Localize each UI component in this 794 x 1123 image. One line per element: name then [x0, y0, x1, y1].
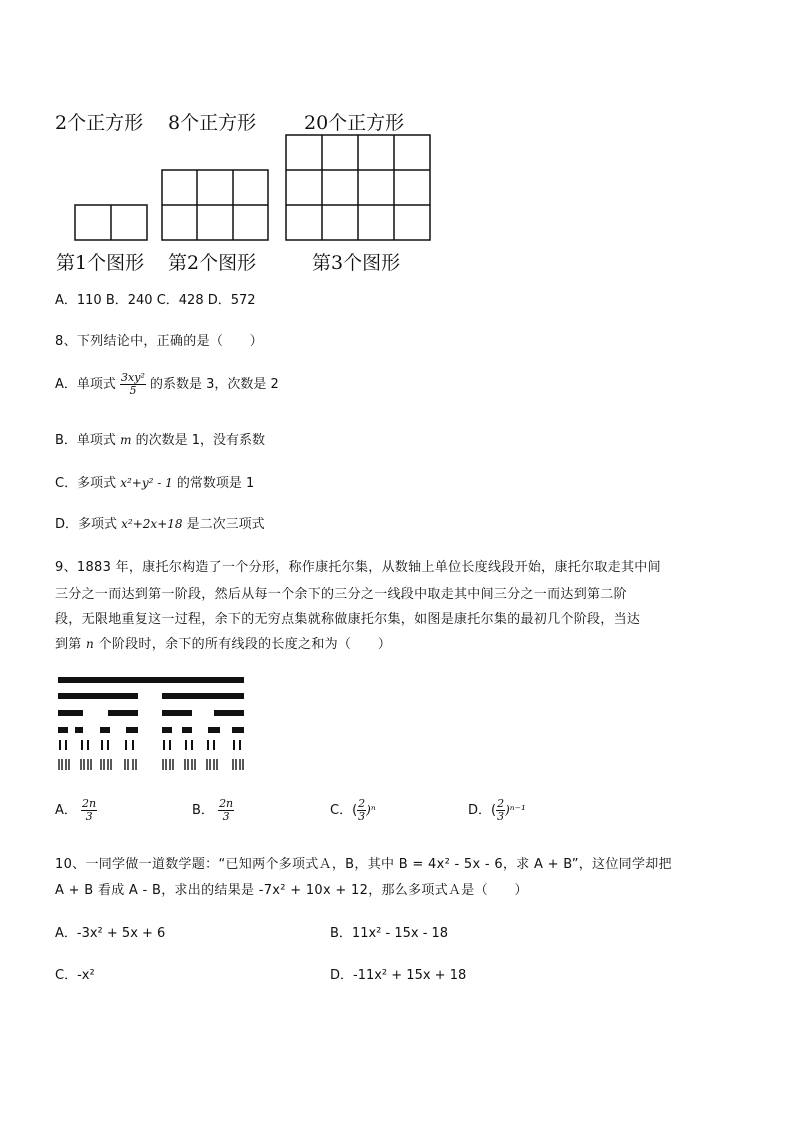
q9-a-label: A．	[55, 803, 77, 819]
q9-line4-suffix: 个阶段时，余下的所有线段的长度之和为（ ）	[98, 637, 392, 652]
q9-c-label: C．(	[330, 803, 358, 819]
q9-line4-prefix: 到第	[55, 637, 82, 652]
q9-line-3: 段，无限地重复这一过程，余下的无穷点集就称做康托尔集，如图是康托尔集的最初几个阶段，当达	[55, 612, 641, 627]
q8-a-fraction	[120, 372, 146, 397]
q9-line-2: 三分之一而达到第一阶段，然后从每一个余下的三分之一线段中取走其中间三分之一而达到第二阶	[55, 587, 627, 602]
q8-c-expr: x²+y² - 1	[120, 476, 173, 490]
q8-option-a	[55, 372, 279, 397]
q9-b-num: 2n	[219, 797, 234, 810]
q9-line4-var: n	[86, 637, 95, 651]
q9-c-num: 2	[358, 797, 366, 810]
q9-option-c	[330, 798, 376, 823]
q9-line-1: 9、1883 年，康托尔构造了一个分形，称作康托尔集，从数轴上单位长度线段开始，康托尔取走其中间	[55, 560, 661, 575]
q10-option-c: C．-x²	[55, 968, 95, 983]
q8-a-suffix: 的系数是 3，次数是 2	[150, 377, 279, 393]
q9-b-den: 3	[222, 810, 230, 824]
q8-option-c	[55, 472, 254, 491]
q8-option-d	[55, 513, 265, 532]
q9-option-b	[192, 798, 234, 823]
q7-options: A．110 B．240 C．428 D．572	[55, 293, 256, 308]
q8-a-prefix: A．单项式	[55, 377, 116, 393]
square-grid-figures	[0, 0, 794, 260]
cantor-set-figure	[0, 672, 794, 782]
q9-d-fraction	[496, 798, 505, 823]
q9-c-exp: )ⁿ	[366, 803, 376, 818]
q9-d-den: 3	[497, 810, 505, 824]
q9-d-label: D．(	[468, 803, 497, 819]
q9-b-fraction	[218, 798, 234, 823]
figure1-count-1: 2个正方形	[55, 112, 144, 134]
q10-option-b: B．11x² - 15x - 18	[330, 926, 449, 941]
figure1-count-2: 8个正方形	[168, 112, 257, 134]
q8-b-var: m	[120, 433, 132, 447]
q8-d-expr: x²+2x+18	[121, 517, 183, 531]
q9-option-d	[468, 798, 526, 823]
q9-a-num: 2n	[82, 797, 97, 810]
figure1-caption-2: 第2个图形	[168, 252, 257, 274]
q8-d-suffix: 是二次三项式	[186, 517, 265, 532]
q8-a-frac-den: 5	[129, 384, 137, 398]
q8-a-frac-num: 3xy²	[121, 371, 145, 384]
q9-d-exp: )ⁿ⁻¹	[505, 803, 526, 818]
figure1-caption-3: 第3个图形	[312, 252, 401, 274]
q10-line-2: A + B 看成 A - B，求出的结果是 -7x² + 10x + 12，那么多项式Ａ是（ ）	[55, 883, 528, 898]
q8-d-prefix: D．多项式	[55, 517, 118, 532]
q9-c-den: 3	[358, 810, 366, 824]
figure1-caption-1: 第1个图形	[56, 252, 145, 274]
q8-option-b	[55, 429, 265, 448]
q8-b-prefix: B．单项式	[55, 433, 116, 448]
figure1-count-3: 20个正方形	[304, 112, 405, 134]
q9-option-a	[55, 798, 97, 823]
q9-a-fraction	[81, 798, 97, 823]
q8-stem: 8、下列结论中，正确的是（ ）	[55, 334, 264, 349]
q9-b-label: B．	[192, 803, 214, 819]
q10-line-1: 10、一同学做一道数学题：“已知两个多项式Ａ，B，其中 B = 4x² - 5x - 6，求 A + B”，这位同学却把	[55, 857, 672, 872]
q10-option-d: D．-11x² + 15x + 18	[330, 968, 467, 983]
q9-d-num: 2	[497, 797, 505, 810]
q9-line-4	[55, 633, 391, 652]
q9-c-fraction	[357, 798, 366, 823]
q10-option-a: A．-3x² + 5x + 6	[55, 926, 166, 941]
q8-c-prefix: C．多项式	[55, 476, 117, 491]
q8-b-suffix: 的次数是 1，没有系数	[135, 433, 265, 448]
q9-a-den: 3	[85, 810, 93, 824]
q8-c-suffix: 的常数项是 1	[176, 476, 255, 491]
